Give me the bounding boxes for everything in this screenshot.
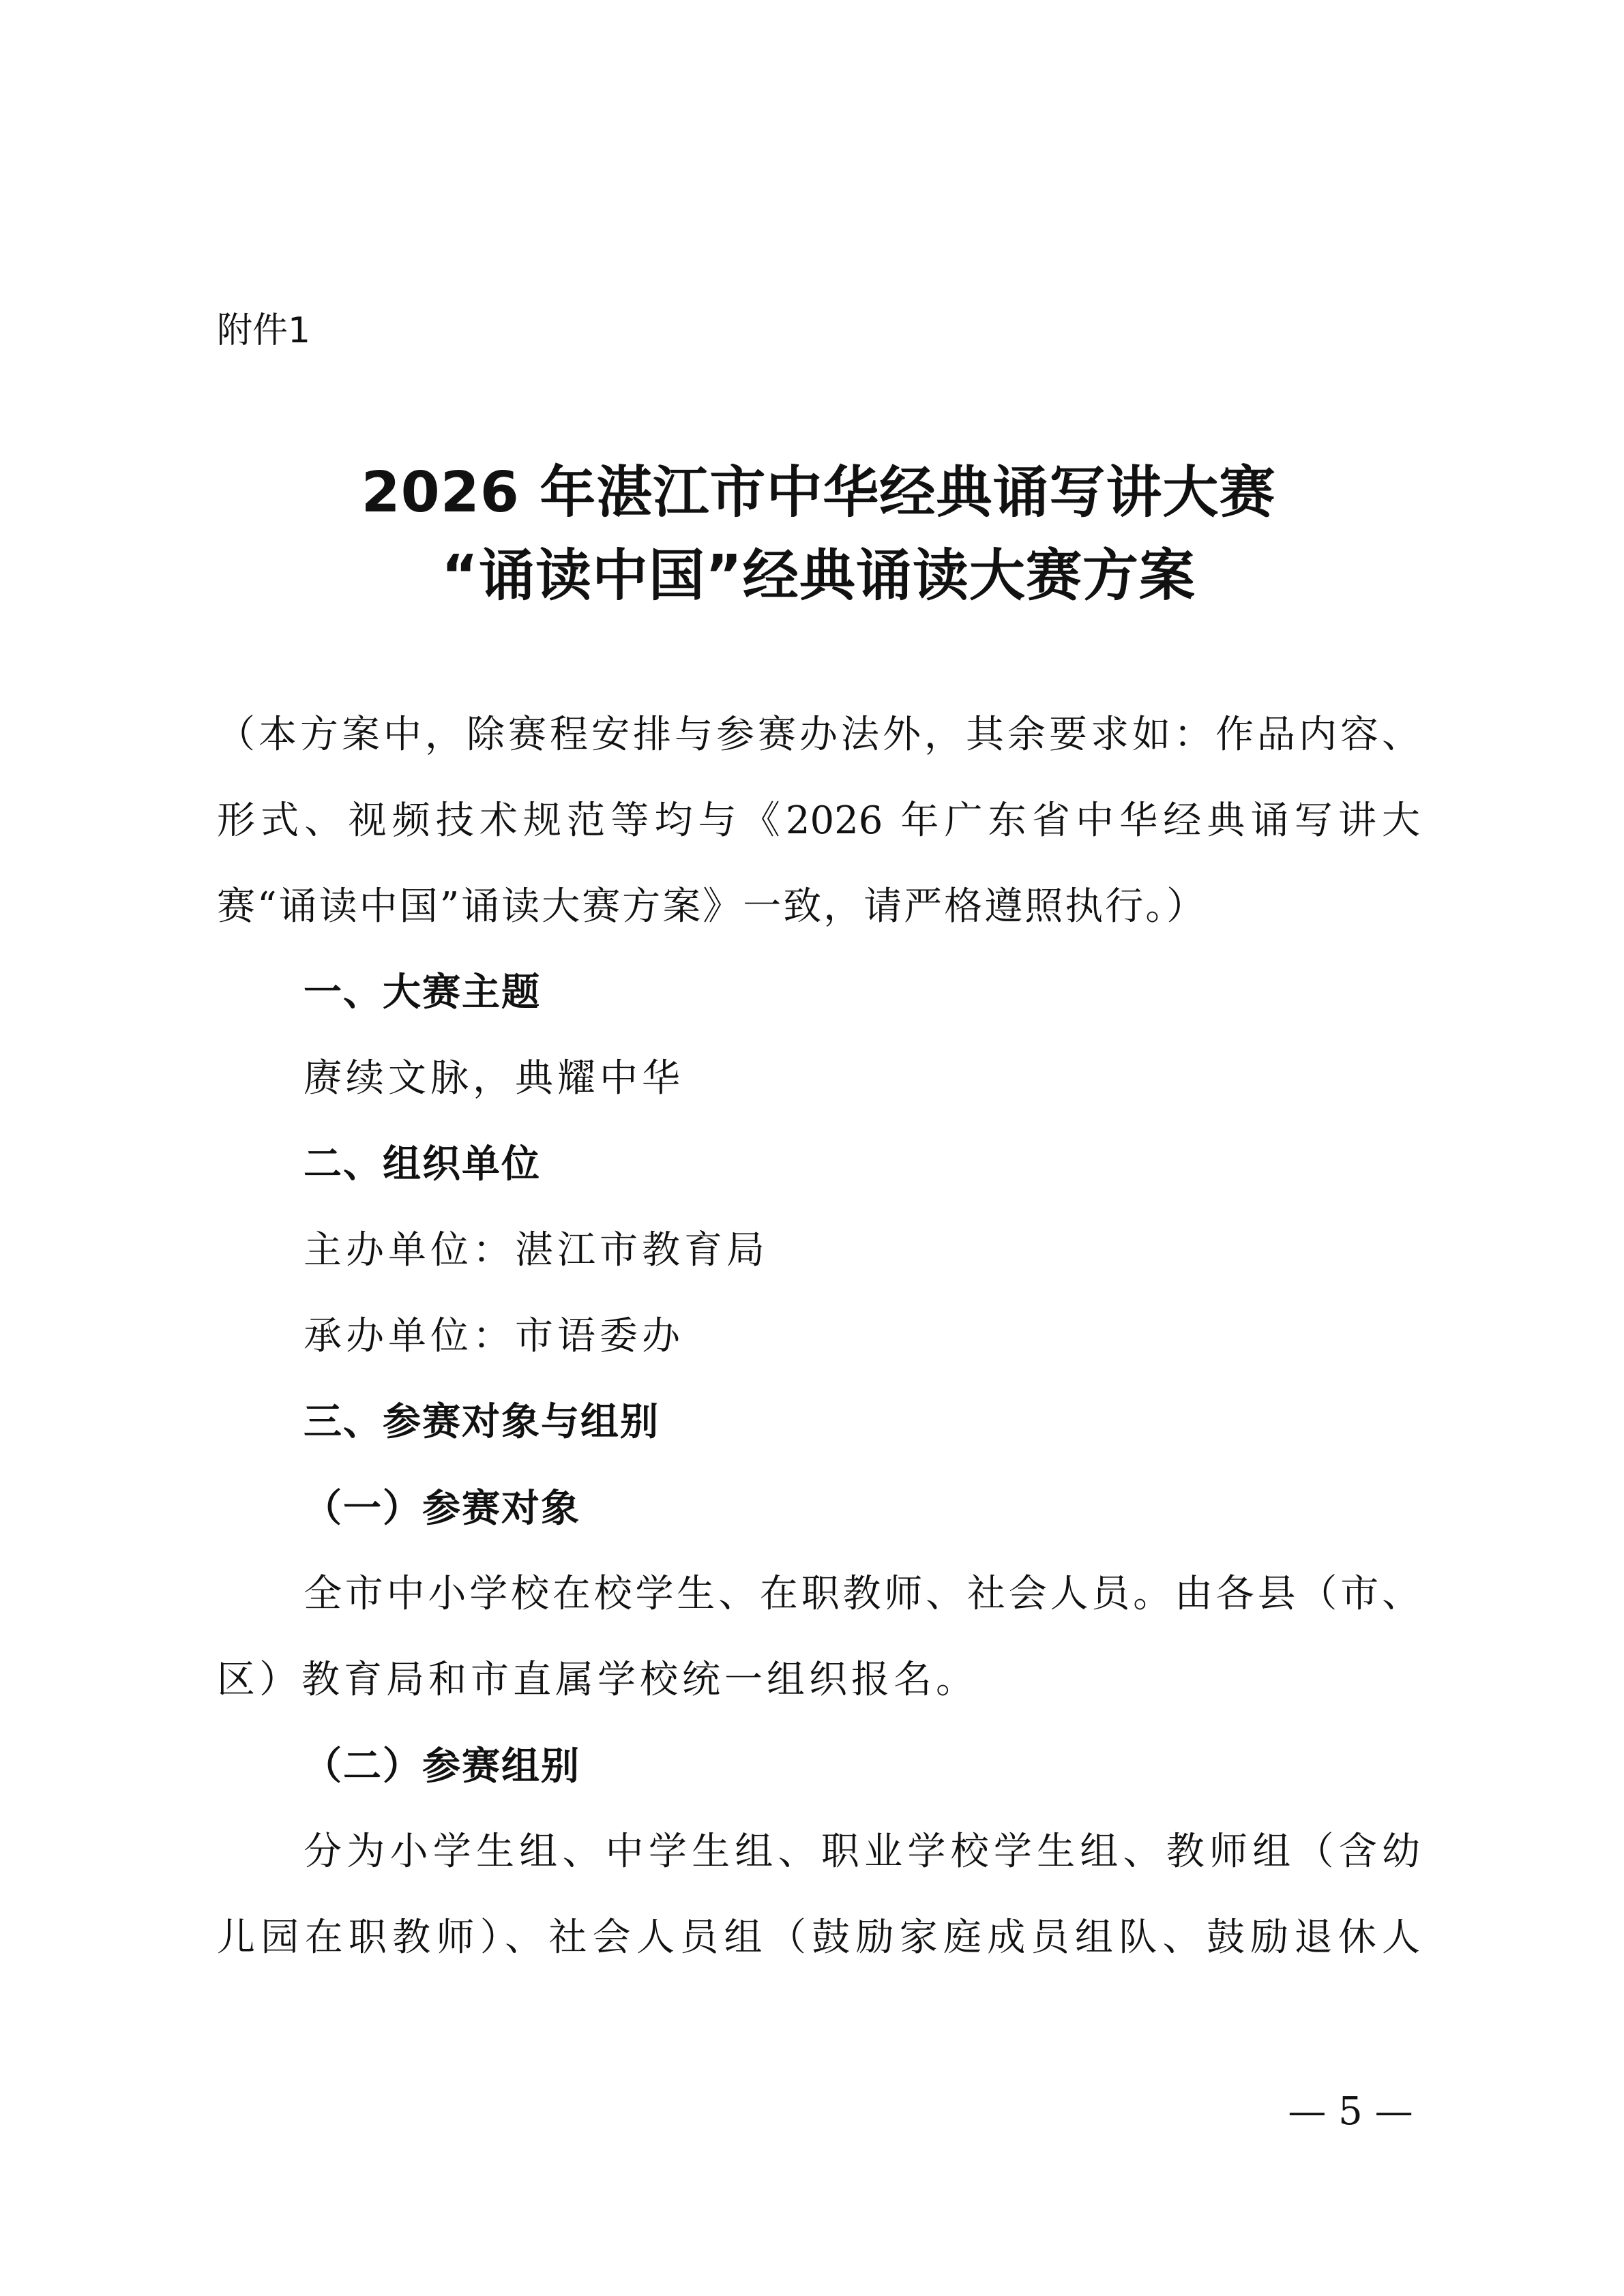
document-title-line-2: “诵读中国”经典诵读大赛方案 xyxy=(441,543,1196,608)
groups-line-1: 分为小学生组、中学生组、职业学校学生组、教师组（含幼 xyxy=(304,1830,1420,1874)
participants-line-2: 区）教育局和市直属学校统一组织报名。 xyxy=(217,1658,978,1702)
attachment-label: 附件1 xyxy=(217,310,311,351)
subsection-participants-heading: （一）参赛对象 xyxy=(304,1486,580,1531)
participants-line-1: 全市中小学校在校学生、在职教师、社会人员。由各县（市、 xyxy=(304,1572,1420,1616)
host-unit: 主办单位：湛江市教育局 xyxy=(304,1228,769,1272)
intro-line-1: （本方案中，除赛程安排与参赛办法外，其余要求如：作品内容、 xyxy=(217,713,1420,757)
subsection-groups-heading: （二）参赛组别 xyxy=(304,1744,580,1789)
document-title-line-1: 2026 年湛江市中华经典诵写讲大赛 xyxy=(361,460,1276,525)
intro-line-2: 形式、视频技术规范等均与《2026 年广东省中华经典诵写讲大 xyxy=(217,799,1420,843)
groups-line-2: 儿园在职教师）、社会人员组（鼓励家庭成员组队、鼓励退休人 xyxy=(217,1915,1420,1960)
section-1-theme: 赓续文脉，典耀中华 xyxy=(304,1056,684,1101)
intro-line-3: 赛“诵读中国”诵读大赛方案》一致，请严格遵照执行。） xyxy=(217,884,1207,929)
section-2-heading: 二、组织单位 xyxy=(304,1142,541,1187)
organizer-unit: 承办单位：市语委办 xyxy=(304,1314,684,1358)
page-number: — 5 — xyxy=(1288,2089,1413,2134)
section-1-heading: 一、大赛主题 xyxy=(304,970,541,1015)
section-3-heading: 三、参赛对象与组别 xyxy=(304,1400,660,1444)
